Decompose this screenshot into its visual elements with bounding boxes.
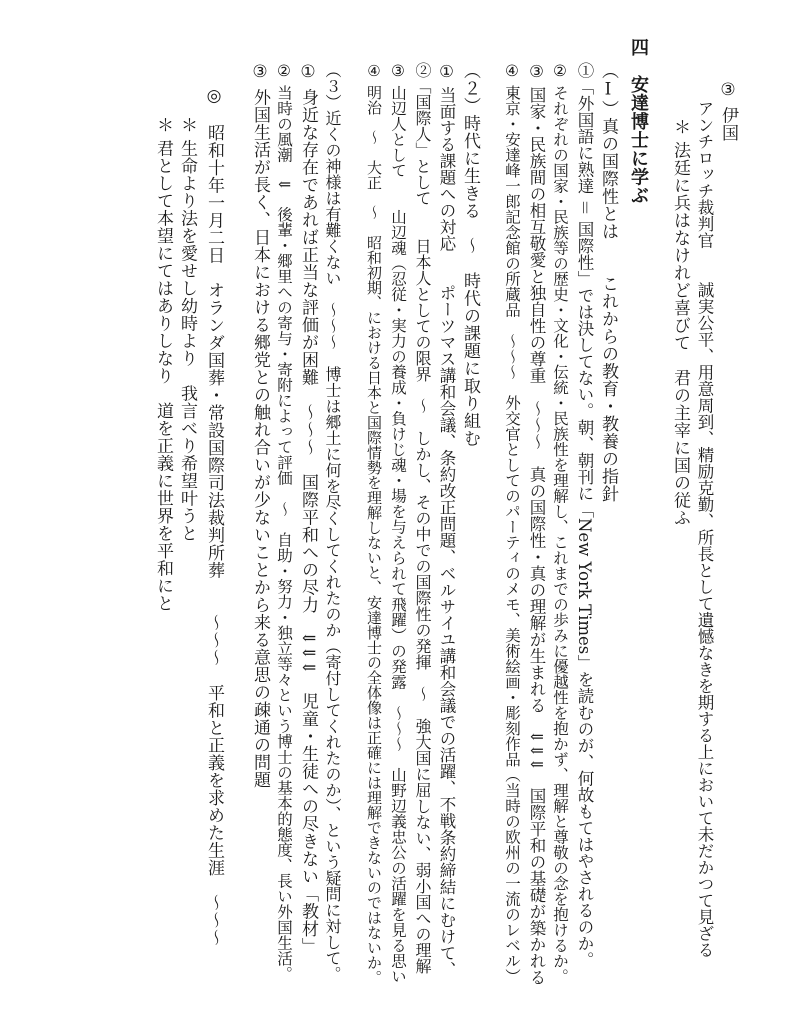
text-column: ①「外国語に熟達 ＝ 国際性」では決してない。朝、朝刊に「New York Times」を読むのが、何故もてはやされるのか。 xyxy=(575,62,594,968)
text-column: ④ 明治 〜 大正 〜 昭和初期、における日本と国際情勢を理解しないと、安達博士の全体像は正確には理解できないのではないか。 xyxy=(365,62,383,985)
text-column: ③ 国家・民族間の相互敬愛と独自性の尊重 〜〜〜 真の国際性・真の理解が生まれる ⇓⇓⇓ 国際平和の基礎が築かれる xyxy=(527,62,546,986)
text-column: アンチロッチ裁判官 誠実公平、用意周到、精励克勤、所長として遺憾なきを期する上において未だかつて見ざる xyxy=(695,100,714,958)
text-column: ③ 伊国 xyxy=(718,80,738,142)
text-column: ③ 山辺人として 山辺魂（忍従・実力の養成・負けじ魂・場を与えられて飛躍）の発露 〜〜〜 山野辺義忠公の活躍を見る思い xyxy=(389,62,407,984)
text-column: ② 当時の風潮 ⇓ 後輩・郷里への寄与・寄附によって評価 〜 自助・努力・独立等々という博士の基本的態度、長い外国生活。 xyxy=(275,62,293,982)
text-column: ④ 東京・安達峰一郎記念館の所蔵品 〜〜〜 外交官としてのパーティのメモ、美術絵画・彫刻作品（当時の欧州の一流のレベル） xyxy=(503,62,521,984)
text-column: ＊ 生命より法を愛せし幼時より 我言べり希望叶うと xyxy=(177,116,197,542)
text-column: ＊ 法廷に兵はなけれど喜びて 君の主宰に国の従ふ xyxy=(670,118,690,527)
text-column: ① 身近な存在であれば正当な評価が困難 〜〜〜 国際平和への尽力 ⇓⇓⇓ 児童・生徒への尽きない「教材」 xyxy=(298,62,318,956)
section-heading: 四 安達博士に学ぶ xyxy=(628,38,649,205)
text-column: （Ⅰ）真の国際性とは これからの教育・教養の指針 xyxy=(598,62,618,503)
text-column: ③ 外国生活が長く、日本における郷党との触れ合いが少ないことから来る意思の疎通の問題 xyxy=(250,62,270,789)
text-column: ① 当面する課題への対応 ポーツマス講和会議、条約改正問題、ベルサイユ講和会議での活躍、不戦条約締結にむけて、 xyxy=(437,62,456,978)
text-column: （２）時代に生きる 〜 時代の課題に取り組む xyxy=(460,62,480,447)
text-column: ＊ 君として本望にてはありしなり 道を正義に世界を平和にと xyxy=(153,116,173,612)
text-column: ②「国際人」として 日本人としての限界 〜 しかし、その中での国際性の発揮 〜 強大国に屈しない、弱小国への理解 xyxy=(413,62,432,974)
text-column: ② それぞれの国家・民族等の歴史・文化・伝統・民族性を理解し、これまでの歩みに優越性を抱かず、理解と尊敬の念を抱けるか。 xyxy=(551,62,569,984)
text-column: （３）近くの神様は有難くない 〜〜〜 博士は郷土に何を尽くしてくれたのか（寄付してくれたのか）、という疑問に対して。 xyxy=(323,62,342,982)
text-column: ◎ 昭和十年一月二日 オランダ国葬・常設国際司法裁判所葬 〜〜〜 平和と正義を求めた生涯 〜〜〜 xyxy=(204,86,224,947)
